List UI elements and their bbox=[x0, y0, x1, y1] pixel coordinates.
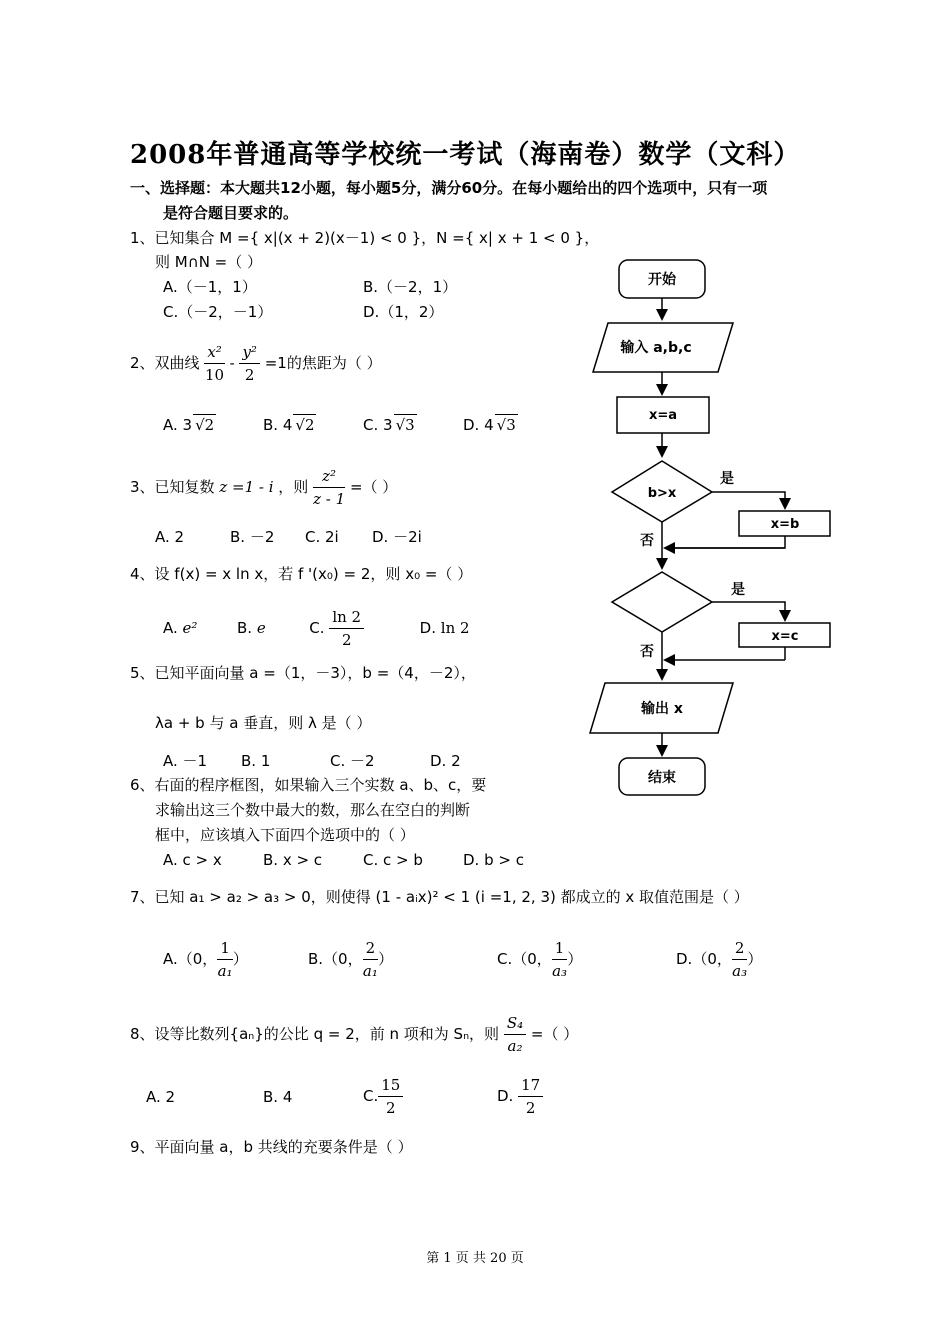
sqrt-icon: √2 bbox=[195, 416, 215, 434]
q8-frac: $\frac{\text{S₄}}{\text{a₂}}$ bbox=[504, 1012, 526, 1057]
q7-option-b: B.（0， $\frac{2}{\text{a₁}}$ ） bbox=[308, 939, 394, 980]
q6-option-c: C. c > b bbox=[363, 851, 423, 869]
q1-option-a: A.（－1，1） bbox=[163, 278, 257, 296]
page-title: 2008年普通高等学校统一考试（海南卷）数学（文科） bbox=[130, 140, 801, 170]
q4-options bbox=[163, 605, 470, 651]
q3-frac: $\frac{\text{z²}}{z - 1}$ bbox=[313, 467, 346, 508]
q3-prefix: 3、已知复数 bbox=[130, 478, 215, 496]
q3-option-a: A. 2 bbox=[155, 528, 185, 546]
section-heading: 一、选择题：本大题共12小题，每小题5分，满分60分。在每小题给出的四个选项中，只有一项 bbox=[130, 179, 768, 197]
q2-suffix: =1的焦距为（ ） bbox=[264, 354, 382, 372]
q3-stem bbox=[130, 464, 397, 510]
q8-option-c: C. $\frac{15}{2}$ bbox=[363, 1073, 403, 1119]
q2-prefix: 2、双曲线 bbox=[130, 354, 200, 372]
page-footer: 第 1 页 共 20 页 bbox=[426, 1251, 524, 1266]
output-label: 输出 x bbox=[641, 701, 683, 717]
q1-option-c: C.（－2，－1） bbox=[163, 303, 273, 321]
q2-option-a: A. 3 √2 bbox=[163, 416, 215, 434]
q6-option-b: B. x > c bbox=[263, 851, 323, 869]
sqrt-icon: √2 bbox=[295, 416, 315, 434]
q3-mid: ，则 bbox=[278, 478, 309, 496]
set-b-label: x=b bbox=[770, 517, 800, 532]
q2-option-d: D. 4 √3 bbox=[463, 416, 516, 434]
q6-stem-2: 求输出这三个数中最大的数，那么在空白的判断 bbox=[155, 801, 471, 819]
yes2-label: 是 bbox=[731, 582, 745, 598]
assign-label: x=a bbox=[648, 408, 678, 423]
flowchart bbox=[580, 250, 850, 810]
q4-option-a: A. e² bbox=[163, 619, 198, 637]
q5-option-a: A. －1 bbox=[163, 752, 208, 770]
q2-frac-y: $\frac{\text{y²}}{2}$ bbox=[239, 341, 260, 386]
q2-minus: - bbox=[229, 354, 235, 372]
q7-stem: 7、已知 a₁ > a₂ > a₃ > 0，则使得 (1 - aᵢx)² < 1 (i =1, 2, 3) 都成立的 x 取值范围是（ ） bbox=[130, 888, 749, 906]
q2-option-c: C. 3 √3 bbox=[363, 416, 415, 434]
q2-frac-x: $\frac{\text{x²}}{10}$ bbox=[205, 343, 225, 384]
q4-option-c: C. $\frac{\ln 2}{2}$ bbox=[309, 619, 364, 637]
end-label: 结束 bbox=[648, 770, 676, 786]
q5-stem-cont: λa + b 与 a 垂直，则 λ 是（ ） bbox=[155, 714, 372, 732]
set-c-label: x=c bbox=[771, 629, 799, 644]
q1-stem-cont: 则 M∩N =（ ） bbox=[155, 253, 263, 271]
q1-stem: 1、已知集合 M ={ x|(x + 2)(x－1) < 0 }，N ={ x| x + 1 < 0 }， bbox=[130, 229, 600, 247]
yes1-label: 是 bbox=[720, 471, 734, 487]
q6-stem-3: 框中，应该填入下面四个选项中的（ ） bbox=[155, 826, 415, 844]
q6-stem: 6、右面的程序框图，如果输入三个实数 a、b、c，要 bbox=[130, 776, 487, 794]
q5-stem: 5、已知平面向量 a =（1，－3），b =（4，－2）， bbox=[130, 664, 476, 682]
q5-option-c: C. －2 bbox=[330, 752, 375, 770]
q6-option-d: D. b > c bbox=[463, 851, 524, 869]
q1-option-d: D.（1，2） bbox=[363, 303, 444, 321]
sqrt-icon: √3 bbox=[496, 416, 516, 434]
start-label: 开始 bbox=[648, 272, 676, 288]
section-heading-cont: 是符合题目要求的。 bbox=[163, 204, 299, 222]
q4-stem: 4、设 f(x) = x ln x，若 f '(x₀) = 2，则 x₀ =（ ） bbox=[130, 565, 473, 583]
q5-option-d: D. 2 bbox=[430, 752, 461, 770]
q7-option-c: C.（0， $\frac{1}{\text{a₃}}$ ） bbox=[497, 939, 583, 980]
input-label: 输入 a,b,c bbox=[620, 340, 692, 356]
q3-option-d: D. －2i bbox=[372, 528, 422, 546]
q4-option-b: B. e bbox=[237, 619, 266, 637]
q5-option-b: B. 1 bbox=[241, 752, 271, 770]
q8-option-a: A. 2 bbox=[146, 1088, 176, 1106]
condition1-label: b>x bbox=[647, 486, 677, 501]
q3-option-b: B. －2 bbox=[230, 528, 275, 546]
q4-option-d: D. ln 2 bbox=[419, 619, 470, 637]
q7-option-d: D.（0， $\frac{2}{\text{a₃}}$ ） bbox=[676, 939, 763, 980]
no2-label: 否 bbox=[640, 644, 654, 660]
q3-z: z =1 - i bbox=[219, 478, 274, 496]
q2-stem bbox=[130, 340, 382, 386]
q8-option-b: B. 4 bbox=[263, 1088, 293, 1106]
q6-option-a: A. c > x bbox=[163, 851, 222, 869]
no1-label: 否 bbox=[640, 533, 654, 549]
q3-suffix: =（ ） bbox=[349, 478, 398, 496]
q8-option-d: D. $\frac{17}{2}$ bbox=[497, 1073, 543, 1119]
sqrt-icon: √3 bbox=[395, 416, 415, 434]
q1-option-b: B.（－2，1） bbox=[363, 278, 458, 296]
q2-option-b: B. 4 √2 bbox=[263, 416, 315, 434]
condition2-diamond bbox=[612, 572, 712, 632]
q9-stem: 9、平面向量 a，b 共线的充要条件是（ ） bbox=[130, 1138, 413, 1156]
q8-stem: 8、设等比数列{aₙ}的公比 q = 2，前 n 项和为 Sₙ，则 $\frac{\text{S₄}}{\text{a₂}}$ =（ ） bbox=[130, 1014, 579, 1055]
q3-option-c: C. 2i bbox=[305, 528, 339, 546]
q7-option-a: A.（0， $\frac{1}{\text{a₁}}$ ） bbox=[163, 939, 248, 980]
